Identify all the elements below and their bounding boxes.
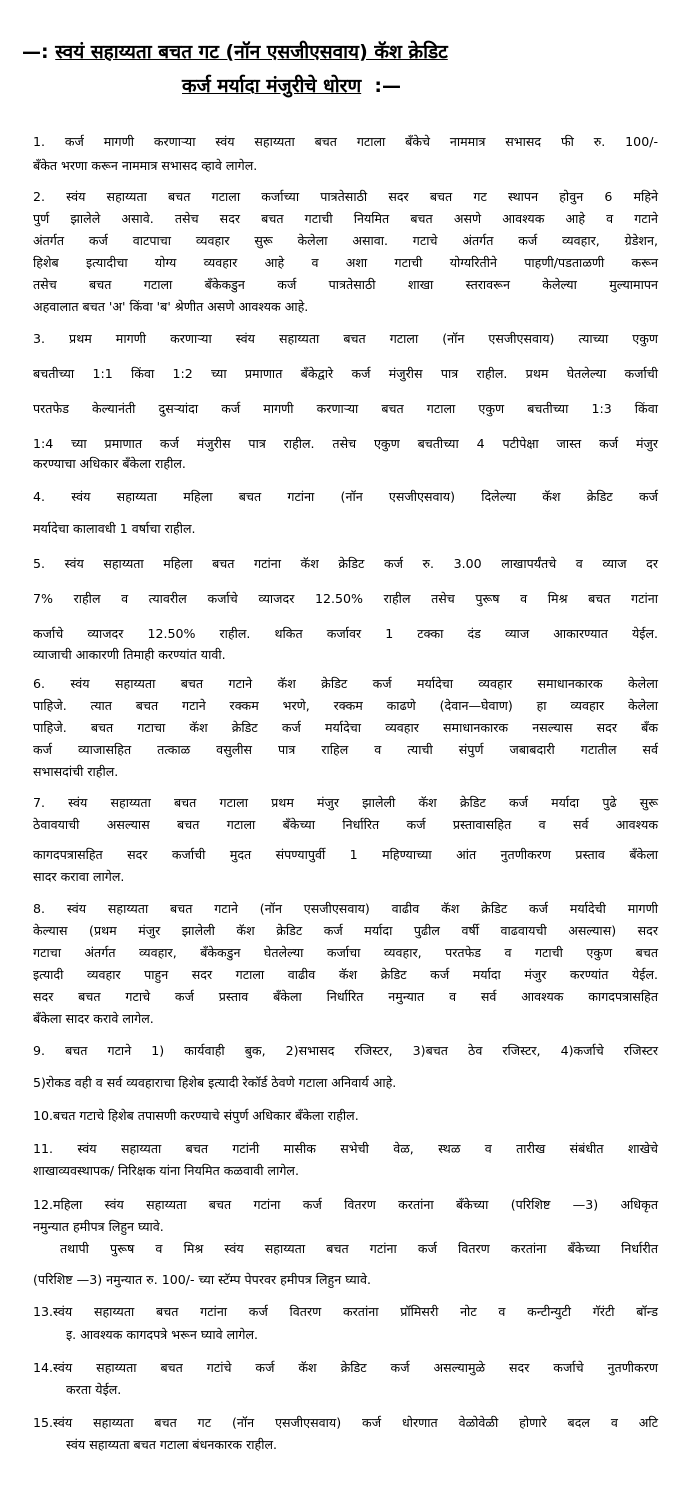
policy-line: केल्यास (प्रथम मंजुर झालेली कॅश क्रेडिट कर्ज मर्यादा पुढील वर्षी वाढवायची असल्यास) सदर (33, 923, 658, 938)
policy-line: 10.बचत गटाचे हिशेब तपासणी करण्याचे संपुर्ण अधिकार बँकेला राहील. (33, 1108, 359, 1123)
policy-line: 5)रोकड वही व सर्व व्यवहाराचा हिशेब इत्यादी रेकॉर्ड ठेवणे गटाला अनिवार्य आहे. (33, 1075, 397, 1090)
policy-line: (परिशिष्ट —3) नमुन्यात रु. 100/- च्या स्टॅम्प पेपरवर हमीपत्र लिहुन घ्यावे. (33, 1272, 371, 1287)
policy-line: पाहिजे. त्यात बचत गटाने रक्कम भरणे, रक्कम काढणे (देवान—घेवाण) हा व्यवहार केलेला (33, 698, 658, 713)
policy-line: कर्ज व्याजासहित तत्काळ वसुलीस पात्र राहिल व त्याची संपुर्ण जबाबदारी गटातील सर्व (33, 742, 658, 757)
policy-line: मर्यादेचा कालावधी 1 वर्षाचा राहील. (33, 521, 196, 536)
policy-line: बँकेत भरणा करून नाममात्र सभासद व्हावे लागेल. (33, 158, 258, 173)
policy-line: शाखाव्यवस्थापक/ निरिक्षक यांना नियमित कळवावी लागेल. (33, 1163, 299, 1178)
policy-line: बँकेला सादर करावे लागेल. (33, 1011, 154, 1026)
policy-line: पुर्ण झालेले असावे. तसेच सदर बचत गटाची नियमित बचत असणे आवश्यक आहे व गटाने (33, 211, 658, 226)
title-line-1 (22, 38, 448, 64)
title-text-1: स्वयं सहाय्यता बचत गट (नॉन एसजीएसवाय) कॅश क्रेडिट (55, 41, 448, 63)
policy-line: कर्जाचे व्याजदर 12.50% राहील. थकित कर्जावर 1 टक्का दंड व्याज आकारण्यात येईल. (33, 626, 658, 641)
policy-line: 3. प्रथम मागणी करणाऱ्या स्वंय सहाय्यता बचत गटाला (नॉन एसजीएसवाय) त्याच्या एकुण (33, 331, 658, 346)
policy-line: 4. स्वंय सहाय्यता महिला बचत गटांना (नॉन एसजीएसवाय) दिलेल्या कॅश क्रेडिट कर्ज (33, 489, 658, 504)
policy-line: 9. बचत गटाने 1) कार्यवाही बुक, 2)सभासद रजिस्टर, 3)बचत ठेव रजिस्टर, 4)कर्जाचे रजिस्टर (33, 1043, 658, 1058)
policy-line: 8. स्वंय सहाय्यता बचत गटाने (नॉन एसजीएसवाय) वाढीव कॅश क्रेडिट कर्ज मर्यादेची मागणी (33, 901, 658, 916)
policy-line: स्वंय सहाय्यता बचत गटाला बंधनकारक राहील. (66, 1437, 278, 1452)
policy-line: तसेच बचत गटाला बँकेकडुन कर्ज पात्रतेसाठी शाखा स्तरावरून केलेल्या मुल्यामापन (33, 277, 658, 292)
title-line-2 (182, 72, 401, 98)
policy-line: 6. स्वंय सहाय्यता बचत गटाने कॅश क्रेडिट कर्ज मर्यादेचा व्यवहार समाधानकारक केलेला (33, 676, 658, 691)
policy-line: कागदपत्रासहित सदर कर्जाची मुदत संपण्यापुर्वी 1 महिण्याच्या आंत नुतणीकरण प्रस्ताव बँकेला (33, 847, 658, 862)
policy-line: 12.महिला स्वंय सहाय्यता बचत गटांना कर्ज वितरण करतांना बँकेच्या (परिशिष्ट —3) अधिकृत (33, 1197, 658, 1212)
policy-line: 2. स्वंय सहाय्यता बचत गटाला कर्जाच्या पात्रतेसाठी सदर बचत गट स्थापन होवुन 6 महिने (33, 189, 658, 204)
policy-line: सदर बचत गटाचे कर्ज प्रस्ताव बँकेला निर्धारित नमुन्यात व सर्व आवश्यक कागदपत्रासहित (33, 989, 658, 1004)
policy-line: 1:4 च्या प्रमाणात कर्ज मंजुरीस पात्र राहील. तसेच एकुण बचतीच्या 4 पटीपेक्षा जास्त कर्ज मंजुर (33, 436, 658, 451)
policy-line: 15.स्वंय सहाय्यता बचत गट (नॉन एसजीएसवाय) कर्ज धोरणात वेळोवेळी होणारे बदल व अटि (33, 1415, 658, 1430)
policy-line: करता येईल. (66, 1382, 122, 1397)
policy-line: गटाचा अंतर्गत व्यवहार, बँकेकडुन घेतलेल्या कर्जाचा व्यवहार, परतफेड व गटाची एकुण बचत (33, 945, 658, 960)
policy-line: तथापी पुरूष व मिश्र स्वंय सहाय्यता बचत गटांना कर्ज वितरण करतांना बँकेच्या निर्धारीत (60, 1241, 658, 1256)
title-text-2: कर्ज मर्यादा मंजुरीचे धोरण (182, 75, 362, 97)
policy-line: 7% राहील व त्यावरील कर्जाचे व्याजदर 12.50% राहील तसेच पुरूष व मिश्र बचत गटांना (33, 591, 658, 606)
policy-line: अहवालात बचत 'अ' किंवा 'ब' श्रेणीत असणे आवश्यक आहे. (33, 299, 309, 314)
policy-line: 11. स्वंय सहाय्यता बचत गटांनी मासीक सभेची वेळ, स्थळ व तारीख संबंधीत शाखेचे (33, 1141, 658, 1156)
policy-line: सादर करावा लागेल. (33, 869, 125, 884)
policy-line: 7. स्वंय सहाय्यता बचत गटाला प्रथम मंजुर झालेली कॅश क्रेडिट कर्ज मर्यादा पुढे सुरू (33, 795, 658, 810)
title-prefix: —: (22, 41, 49, 63)
policy-line: पाहिजे. बचत गटाचा कॅश क्रेडिट कर्ज मर्यादेचा व्यवहार समाधानकारक नसल्यास सदर बँक (33, 720, 658, 735)
policy-line: 1. कर्ज मागणी करणाऱ्या स्वंय सहाय्यता बचत गटाला बँकेचे नाममात्र सभासद फी रु. 100/- (33, 134, 658, 149)
policy-line: परतफेड केल्यानंती दुसऱ्यांदा कर्ज मागणी करणाऱ्या बचत गटाला एकुण बचतीच्या 1:3 किंवा (33, 401, 658, 416)
policy-line: व्याजाची आकारणी तिमाही करण्यांत यावी. (33, 647, 226, 662)
policy-line: इत्यादी व्यवहार पाहुन सदर गटाला वाढीव कॅश क्रेडिट कर्ज मर्यादा मंजुर करण्यांत येईल. (33, 967, 658, 982)
policy-line: इ. आवश्यक कागदपत्रे भरून घ्यावे लागेल. (66, 1327, 259, 1342)
policy-line: करण्याचा अधिकार बँकेला राहील. (33, 456, 186, 471)
policy-line: हिशेब इत्यादीचा योग्य व्यवहार आहे व अशा गटाची योग्यरितीने पाहणी/पडताळणी करून (33, 255, 658, 270)
policy-line: नमुन्यात हमीपत्र लिहुन घ्यावे. (33, 1219, 164, 1234)
policy-line: सभासदांची राहील. (33, 764, 119, 779)
policy-line: अंतर्गत कर्ज वाटपाचा व्यवहार सुरू केलेला असावा. गटाचे अंतर्गत कर्ज व्यवहार, ग्रेडेशन, (33, 233, 658, 248)
policy-line: 14.स्वंय सहाय्यता बचत गटांचे कर्ज कॅश क्रेडिट कर्ज असल्यामुळे सदर कर्जाचे नुतणीकरण (33, 1360, 658, 1375)
title-suffix: :— (374, 75, 402, 97)
policy-line: 13.स्वंय सहाय्यता बचत गटांना कर्ज वितरण करतांना प्रॉमिसरी नोट व कन्टीन्युटी गॅरंटी बॉन्ड (33, 1304, 658, 1319)
policy-line: ठेवावयाची असल्यास बचत गटाला बँकेच्या निर्धारित कर्ज प्रस्तावासहित व सर्व आवश्यक (33, 817, 658, 832)
policy-line: बचतीच्या 1:1 किंवा 1:2 च्या प्रमाणात बँकेद्वारे कर्ज मंजुरीस पात्र राहील. प्रथम घेतलेल्या कर्जाची (33, 366, 658, 381)
policy-line: 5. स्वंय सहाय्यता महिला बचत गटांना कॅश क्रेडिट कर्ज रु. 3.00 लाखापर्यंतचे व व्याज दर (33, 556, 658, 571)
